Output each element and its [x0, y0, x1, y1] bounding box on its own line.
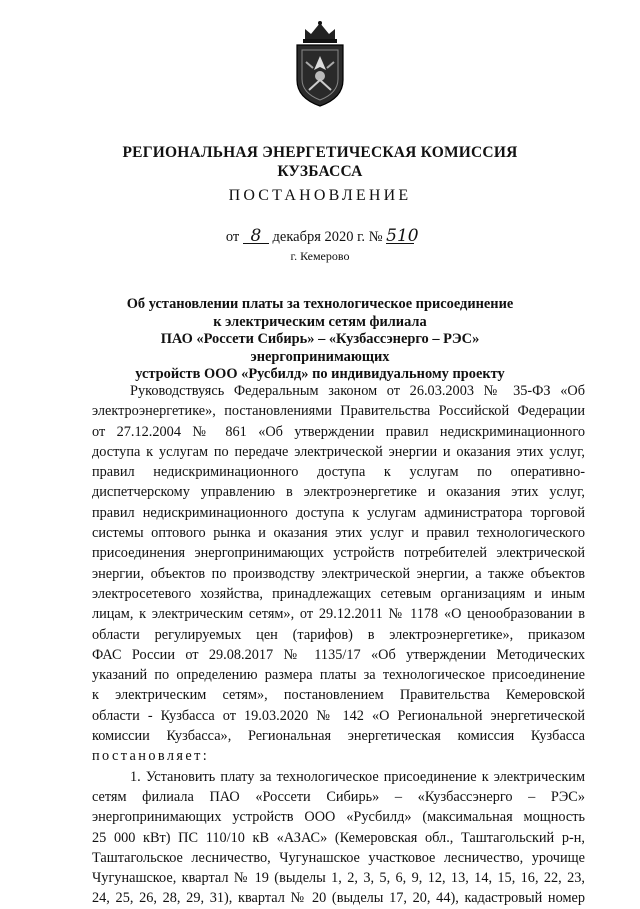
body-line: области - Кузбасса от 19.03.2020 № 142 «О Региональной энергетической [92, 707, 585, 724]
date-month-year: декабря 2020 г. [272, 229, 366, 245]
organization-name-region: КУЗБАССА [277, 163, 363, 180]
body-line: электросетевого хозяйства, принадлежащих сетевым организациям и иным [92, 585, 585, 602]
body-line: электроэнергетике», постановлениями Правительства Российской Федерации [92, 403, 585, 420]
body-line: присоединения энергопринимающих устройств потребителей электрической [92, 545, 585, 562]
body-line: области регулируемых цен (тарифов) в электроэнергетике», приказом [92, 626, 585, 643]
body-line: энергии, объектов по производству электрической энергии, а также объектов [92, 565, 585, 582]
coat-of-arms-icon [289, 20, 351, 108]
body-line: ФАС России от 29.08.2017 № 1135/17 «Об утверждении Методических [92, 646, 585, 663]
title-line: к электрическим сетям филиала [213, 313, 427, 330]
item1-line: 1. Установить плату за технологическое присоединение к электрическим [130, 768, 585, 785]
title-line: устройств ООО «Русбилд» по индивидуальному проекту [135, 366, 505, 382]
date-prefix: от [225, 229, 240, 245]
body-line: комиссии Кузбасса», Региональная энергетическая комиссия Кузбасса [92, 728, 585, 745]
document-date-line [0, 226, 640, 246]
number-sign: № [368, 229, 383, 245]
resolves-keyword: постановляет: [92, 748, 210, 765]
title-line: Об установлении платы за технологическое присоединение [126, 296, 514, 312]
item1-line: Таштагольское лесничество, Чугунашское участковое лесничество, урочище [92, 849, 585, 866]
body-line: диспетчерскому управлению в электроэнергетике и оказания этих услуг, [92, 484, 585, 501]
body-line: Руководствуясь Федеральным законом от 26.03.2003 № 35-ФЗ «Об [130, 383, 585, 399]
item1-line: сетям филиала ПАО «Россети Сибирь» – «Кузбассэнерго – РЭС» [92, 788, 585, 805]
body-line: указаний по определению размера платы за технологическое присоединение [92, 667, 585, 684]
handwritten-number: 510 [386, 226, 419, 246]
body-line: доступа к услугам по передаче электрической энергии и оказания этих услуг, [92, 443, 585, 460]
document-type: ПОСТАНОВЛЕНИЕ [228, 187, 412, 204]
document-title [100, 296, 540, 384]
item1-line: Чугунашское, квартал № 19 (выделы 1, 2, 3, 5, 6, 9, 12, 13, 14, 15, 16, 22, 23, [92, 870, 585, 887]
item1-line: 24, 25, 26, 28, 29, 31), квартал № 20 (выделы 17, 20, 44), кадастровый номер [92, 890, 585, 907]
document-city: г. Кемерово [290, 249, 350, 263]
organization-name: РЕГИОНАЛЬНАЯ ЭНЕРГЕТИЧЕСКАЯ КОМИССИЯ [122, 144, 518, 161]
body-line: правил недискриминационного доступа к услугам администратора торговой [92, 504, 585, 521]
body-line: лицам, к электрическим сетям», от 29.12.2011 № 1178 «О ценообразовании в [92, 606, 585, 623]
item1-line: энергопринимающих устройств ООО «Русбилд» (максимальная мощность [92, 809, 585, 826]
body-line: правил недискриминационного доступа к услугам по оперативно- [92, 464, 585, 481]
body-line: от 27.12.2004 № 861 «Об утверждении правил недискриминационного [92, 423, 585, 440]
body-line: системы оптового рынка и оказания этих услуг и правил технологического [92, 525, 585, 542]
handwritten-day: 8 [243, 229, 269, 244]
document-body [92, 381, 585, 909]
body-line: к электрическим сетям», постановлением Правительства Кемеровской [92, 687, 585, 704]
title-line: ПАО «Россети Сибирь» – «Кузбассэнерго – РЭС» энергопринимающих [160, 331, 480, 365]
item1-line: 25 000 кВт) ПС 110/10 кВ «АЗАС» (Кемеровская обл., Таштагольский р-н, [92, 829, 585, 846]
